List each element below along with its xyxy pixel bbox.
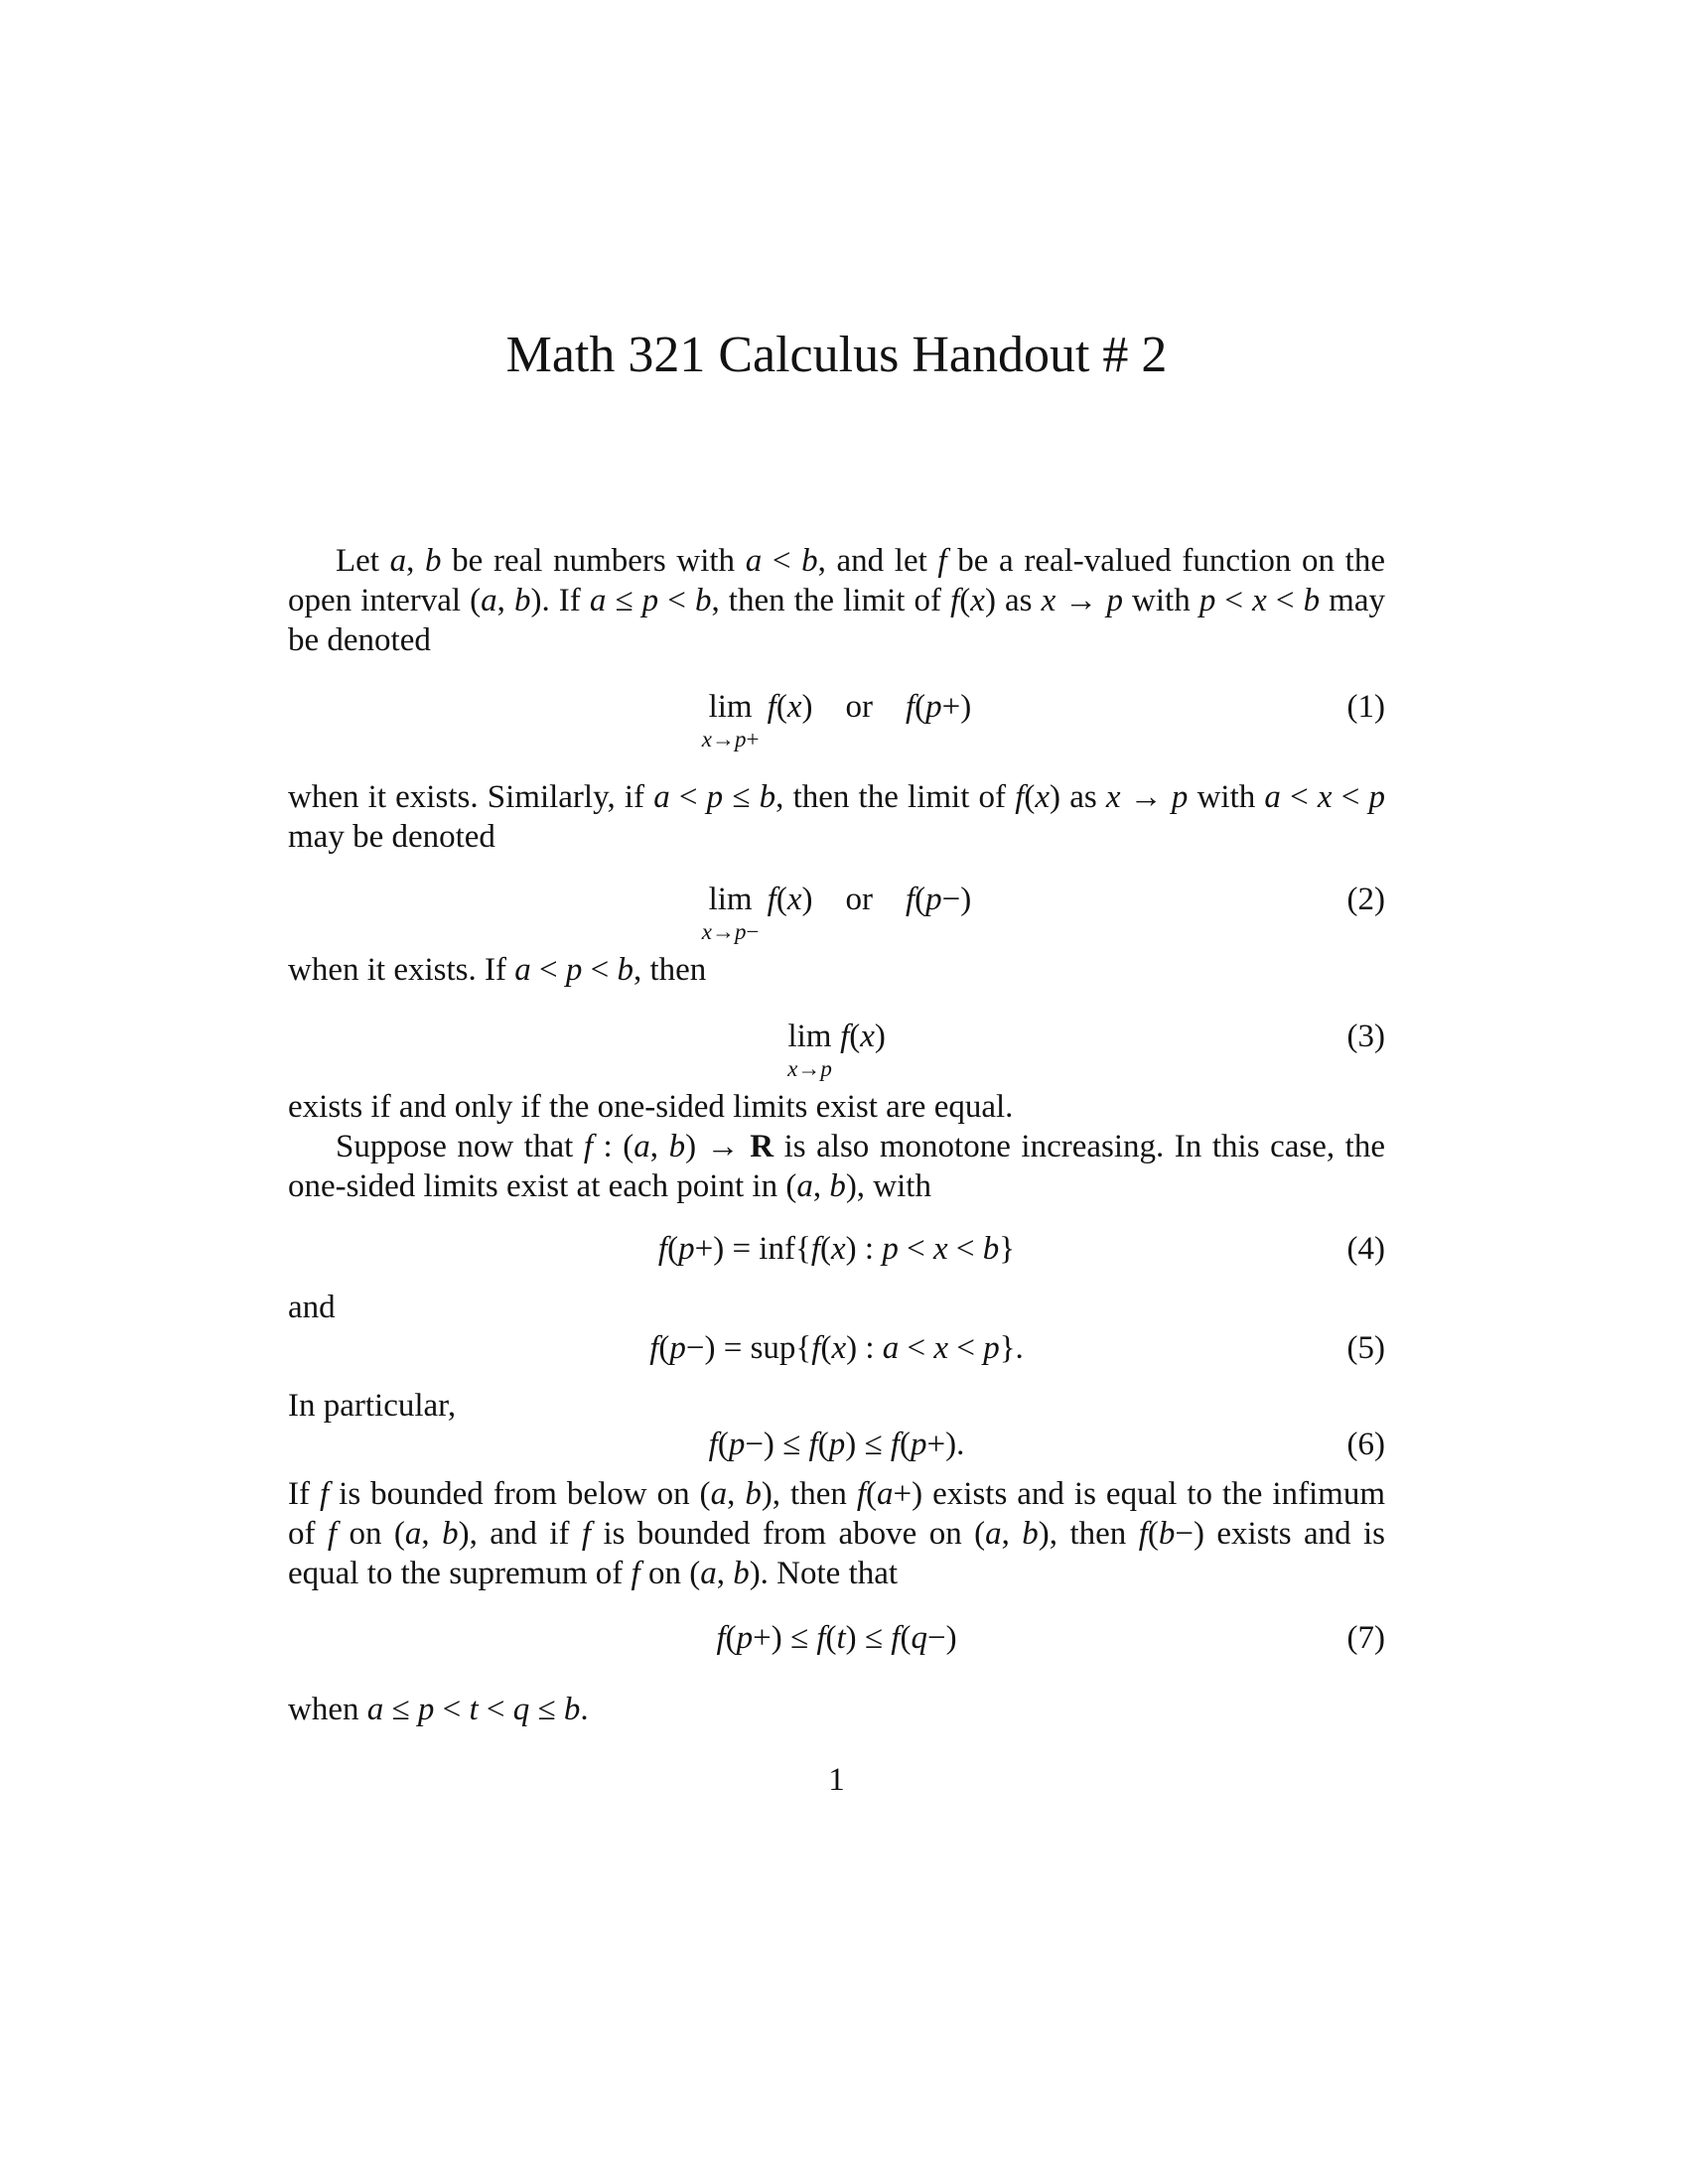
paragraph-exists-iff: exists if and only if the one-sided limits exist are equal.	[288, 1089, 1014, 1125]
equation-2-body: lim x→p− f(x) or f(p−)	[701, 882, 972, 944]
equation-4-body: f(p+) = inf{f(x) : p < x < b}	[657, 1231, 1016, 1267]
equation-7-body: f(p+) ≤ f(t) ≤ f(q−)	[716, 1620, 957, 1656]
equation-6-body: f(p−) ≤ f(p) ≤ f(p+).	[708, 1427, 965, 1462]
equation-7-number: (7)	[1346, 1620, 1385, 1656]
equation-1-number: (1)	[1346, 689, 1385, 725]
equation-4	[288, 1229, 1385, 1269]
paragraph-monotone: Suppose now that f : (a, b) → R is also monotone increasing. In this case, the one-sided limits exist at each point in (a, b), with	[288, 1129, 1385, 1204]
equation-6	[288, 1425, 1385, 1464]
paragraph-and: and	[288, 1290, 336, 1325]
equation-6-number: (6)	[1346, 1427, 1385, 1462]
page-number: 1	[828, 1762, 845, 1798]
equation-5	[288, 1328, 1385, 1368]
paragraph-intro: Let a, b be real numbers with a < b, and let f be a real-valued function on the open interval (a, b). If a ≤ p < b, then the limit of f(x) as x → p with p < x < b may be denoted	[288, 543, 1385, 658]
equation-7	[288, 1618, 1385, 1658]
equation-5-number: (5)	[1346, 1330, 1385, 1366]
equation-3-number: (3)	[1346, 1019, 1385, 1054]
equation-1-body: lim x→p+ f(x) or f(p+)	[701, 689, 972, 751]
equation-5-body: f(p−) = sup{f(x) : a < x < p}.	[649, 1330, 1024, 1366]
equation-2	[288, 880, 1385, 943]
equation-4-number: (4)	[1346, 1231, 1385, 1267]
equation-3-body: lim x→p f(x)	[787, 1019, 886, 1081]
paragraph-bounded: If f is bounded from below on (a, b), then f(a+) exists and is equal to the infimum of f on (a, b), and if f is bounded from above on (a, b), then f(b−) exists and is equal to the supremum of f on (a, b). Note that	[288, 1476, 1386, 1591]
paragraph-similarly: when it exists. Similarly, if a < p ≤ b, then the limit of f(x) as x → p with a < x < p may be denoted	[288, 779, 1385, 855]
limit-operator: lim x→p+	[701, 689, 760, 751]
equation-2-number: (2)	[1346, 882, 1385, 917]
paragraph-in-particular: In particular,	[288, 1388, 457, 1424]
paragraph-when: when a ≤ p < t < q ≤ b.	[288, 1692, 589, 1727]
limit-operator: lim x→p	[787, 1019, 832, 1081]
equation-3	[288, 1017, 1385, 1080]
document-title: Math 321 Calculus Handout # 2	[505, 327, 1168, 383]
equation-1	[288, 687, 1385, 751]
limit-operator: lim x→p−	[701, 882, 760, 944]
paragraph-two-sided: when it exists. If a < p < b, then	[288, 952, 707, 988]
